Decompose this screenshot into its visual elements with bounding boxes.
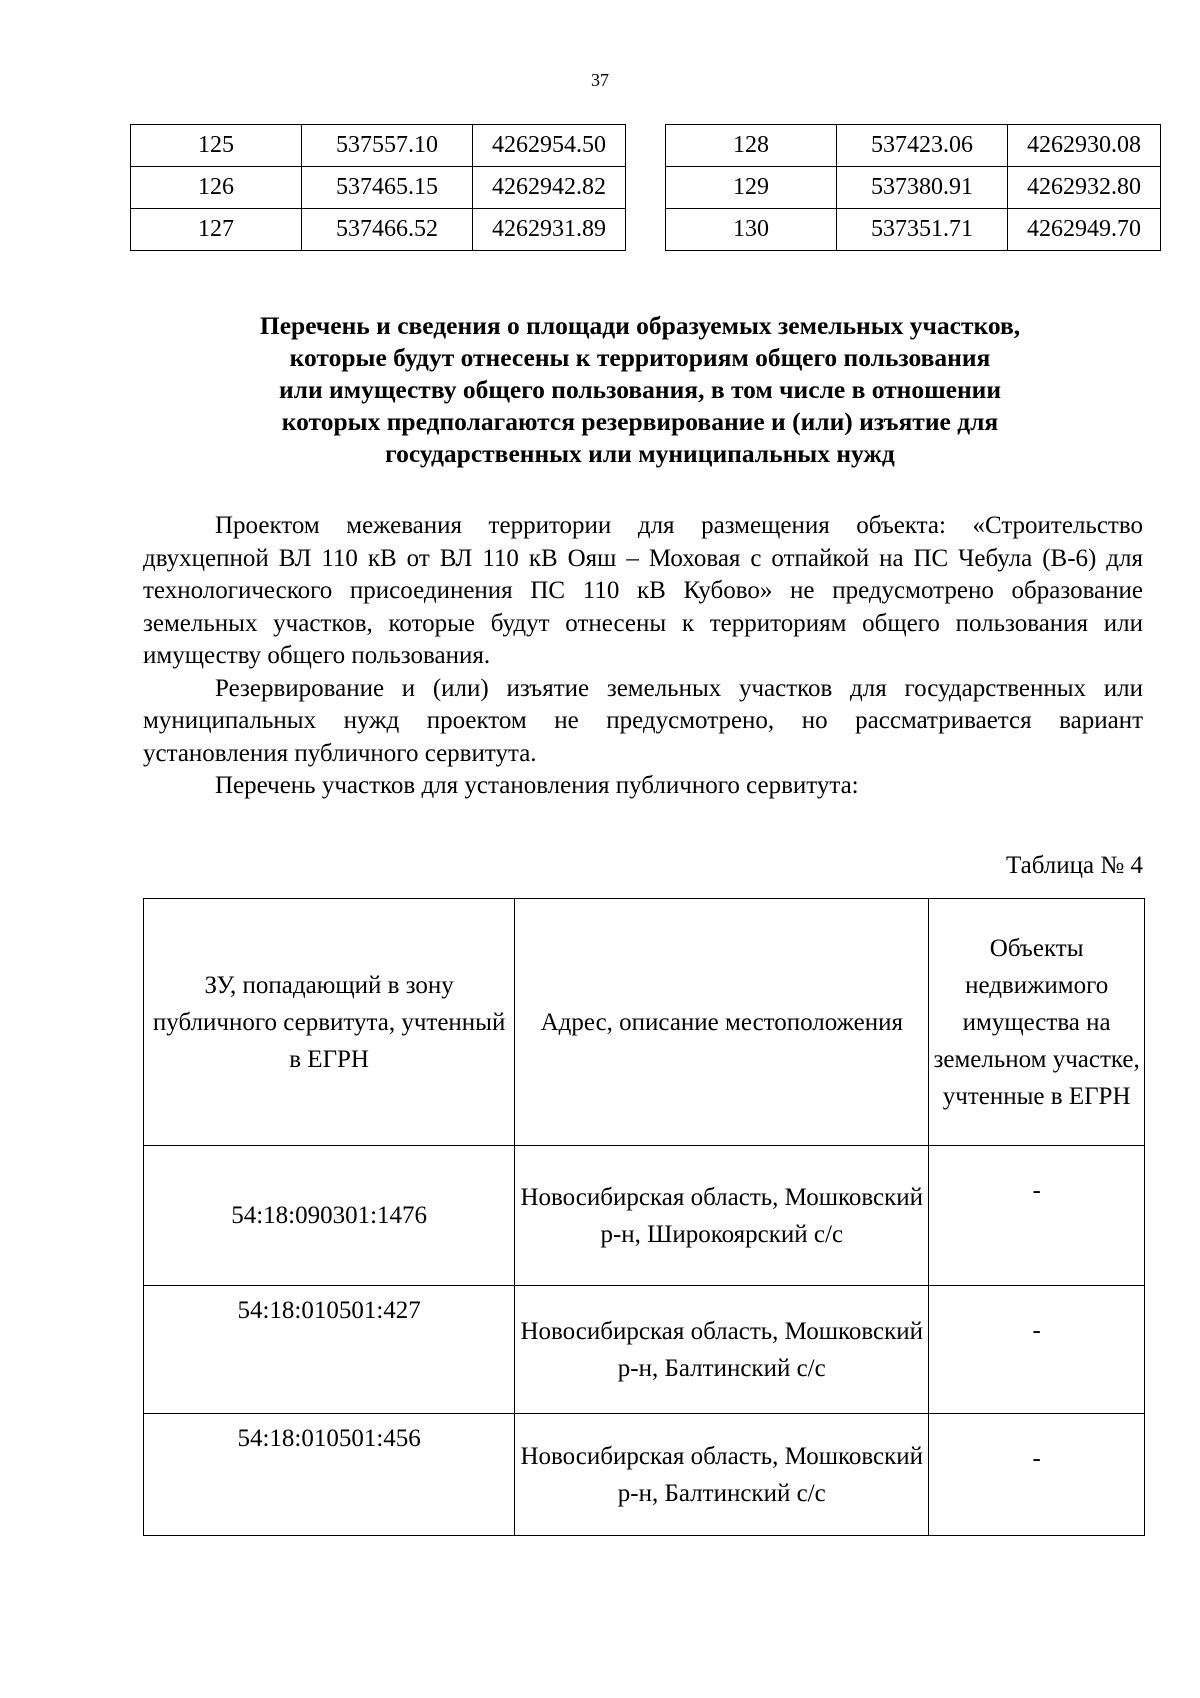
paragraph: Проектом межевания территории для размещения объекта: «Строительство двухцепной ВЛ 110 кВ от ВЛ 110 кВ Ояш – Моховая с отпайкой на ПС Чебула (В-6) для технологического присоединения ПС 110 кВ Кубово» не предусмотрено образование земельных участков, которые будут отнесены к территориям общего пользования или имуществу общего пользования.: [143, 512, 1143, 669]
paragraph: Резервирование и (или) изъятие земельных участков для государственных или муниципальных нужд проектом не предусмотрено, но рассматривается вариант установления публичного сервитута.: [143, 674, 1143, 767]
real-estate-objects: -: [929, 1286, 1145, 1414]
table-caption: Таблица № 4: [1005, 852, 1143, 879]
coordinate-x: 537557.10: [302, 125, 473, 167]
page-number: 37: [591, 70, 609, 90]
address: Новосибирская область, Мошковский р-н, Балтинский с/с: [515, 1414, 929, 1536]
coordinate-x: 537466.52: [302, 209, 473, 251]
table-row: [144, 1414, 1145, 1536]
point-number: 126: [131, 167, 302, 209]
coordinate-y: 4262930.08: [1008, 125, 1161, 167]
coordinate-x: 537423.06: [837, 125, 1008, 167]
coordinate-x: 537380.91: [837, 167, 1008, 209]
coordinate-y: 4262932.80: [1008, 167, 1161, 209]
coordinate-x: 537465.15: [302, 167, 473, 209]
table-row: [666, 209, 1161, 251]
table-row: [131, 167, 626, 209]
easement-table: [143, 898, 1145, 1536]
point-number: 127: [131, 209, 302, 251]
table-row: [666, 125, 1161, 167]
heading-line: которых предполагаются резервирование и (или) изъятие для: [281, 407, 999, 436]
address: Новосибирская область, Мошковский р-н, Балтинский с/с: [515, 1286, 929, 1414]
cadastral-number: 54:18:010501:427: [144, 1286, 515, 1414]
table-row: [666, 167, 1161, 209]
coordinate-y: 4262949.70: [1008, 209, 1161, 251]
table-row: [131, 125, 626, 167]
coordinates-table-right: [665, 124, 1161, 251]
table-row: [144, 1286, 1145, 1414]
coordinates-table-left: [130, 124, 626, 251]
address: Новосибирская область, Мошковский р-н, Широкоярский с/с: [515, 1146, 929, 1286]
heading-line: Перечень и сведения о площади образуемых земельных участков,: [259, 311, 1021, 340]
body-text: [143, 510, 1143, 803]
table-row: [131, 209, 626, 251]
real-estate-objects: -: [929, 1414, 1145, 1536]
heading-line: государственных или муниципальных нужд: [385, 439, 895, 468]
coordinate-y: 4262954.50: [473, 125, 626, 167]
coordinate-x: 537351.71: [837, 209, 1008, 251]
section-heading: [180, 310, 1100, 470]
column-header-plot: ЗУ, попадающий в зону публичного сервитута, учтенный в ЕГРН: [144, 899, 515, 1146]
point-number: 129: [666, 167, 837, 209]
coordinate-y: 4262931.89: [473, 209, 626, 251]
heading-line: которые будут отнесены к территориям общего пользования: [289, 343, 991, 372]
point-number: 130: [666, 209, 837, 251]
cadastral-number: 54:18:090301:1476: [144, 1146, 515, 1286]
coordinate-y: 4262942.82: [473, 167, 626, 209]
cadastral-number: 54:18:010501:456: [144, 1414, 515, 1536]
column-header-objects: Объекты недвижимого имущества на земельном участке, учтенные в ЕГРН: [929, 899, 1145, 1146]
real-estate-objects: -: [929, 1146, 1145, 1286]
table-row: [144, 1146, 1145, 1286]
point-number: 125: [131, 125, 302, 167]
column-header-address: Адрес, описание местоположения: [515, 899, 929, 1146]
paragraph: Перечень участков для установления публичного сервитута:: [215, 772, 859, 799]
point-number: 128: [666, 125, 837, 167]
heading-line: или имуществу общего пользования, в том числе в отношении: [278, 375, 1002, 404]
table-header-row: [144, 899, 1145, 1146]
